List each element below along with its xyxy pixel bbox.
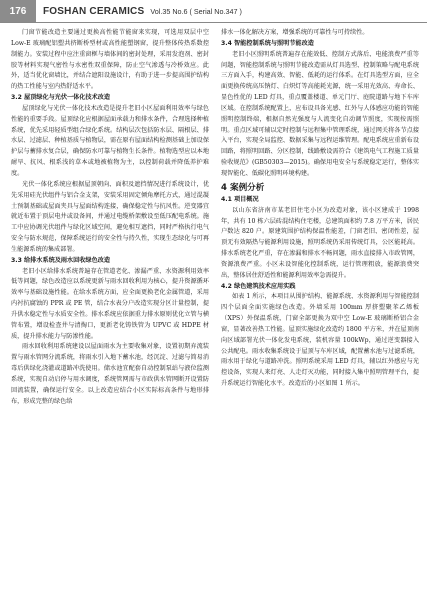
paragraph: 老旧小区照明系统普遍存在能效低、控制方式落后、电能浪费严重等问题，智能控制系统与照明节能改造需从灯具选型、控制策略与配电系统三方面入手，构建高效、智能、低耗的运行体系。在灯具选型方面，应全面更换传统高压钠灯、白炽灯等高能耗光源，统一采用光效高、寿命长、显色性优的 LED 灯具，重点覆盖楼道、单元门厅、庭院道路与地下车库区域。在控制系统配置上，应布设具备光感、红外与人体感应功能的智能照明控制终端，根据自然光强度与人流变化自动调节照度，实现按需照明。重点区域可辅以定时控制与远程集中管理系统，通过网关将各节点接入平台，实现全局监控、数据采集与远程运维管理。配电系统应重新布设回路，将照明回路、分区控制，线路敷设需符合《建筑电气工程施工质量验收规范》(GB50303—2015)。确保用电安全与系统稳定运行，整体实现智能化、低碳化照明环境构建。: [221, 50, 419, 177]
paragraph: 以山东省济南市某老旧住宅小区为改造对象，该小区建成于 1998 年，共有 10 栋六层砖混结构住宅楼，总建筑面积约 7.8 万平方米，居民户数达 820 户。原建筑围护结构保温性能差，门窗老旧、密闭性差，屋顶无有效隔热与能源利用设施，照明系统仍采用传统灯具，公区能耗高。排水系统老化严重，存在渗漏和排水不畅问题，雨水直接排入市政管网，资源浪费严重。小区未设智能化控制系统，运行管理粗放，能源浪费突出，整体居住舒适性和能源利用效率急需提升。: [221, 206, 419, 279]
journal-header: [0, 0, 427, 23]
section-heading: 4.1 项目概况: [221, 195, 259, 203]
paragraph: 排水一体化解决方案，增强系统的可靠性与可持续性。: [221, 29, 369, 36]
paragraph: 如表 1 所示，本项目从围护结构、能源系统、水资源利用与智能控制四个层面全面实施绿色改造。外墙采用 100mm 厚挤塑聚苯乙烯板（XPS）外保温系统，门窗全部更换为双中空 Low-E 玻璃断桥铝合金窗，显著改善热工性能。屋顶实施绿化改造约 1800 平方米，并在屋顶南向区域部署光伏一体化发电系统，装机容量 100kWp，通过逆变器接入公共配电。雨水收集系统设于屋顶与车库区域，配置蓄水池与过滤系统，雨水用于绿化与道路冲洗。照明系统采用 LED 灯具，辅以红外感应与光控设备，实现人来灯亮、人走灯灭功能，同时接入集中照明管理平台，提升系统运行智能化水平。改造后的小区如图 1 所示。: [221, 293, 419, 388]
paragraph: 老旧小区给排水系统普遍存在管道老化、渗漏严重、水资源利用效率低等问题，绿色改造应以系统更新与雨水回收利用为核心，提升资源循环效率与基础设施性能。在给水系统方面，应全面更换老化金属管道，采用内衬抗腐蚀的 PPR 或 PE 管，结合水表分户改造实现分区计量控制，提升供水稳定性与水质安全性。排水系统应依据重力排水原则优化立管与横管布置，增设检查井与清掏口，更新老化铸铁管为 UPVC 或 HDPE 材质，提升排水能力与防渗性能。: [11, 267, 209, 340]
left-column: [11, 28, 209, 408]
volume-info: Vol.35 No.6 ( Serial No.347 ): [150, 6, 242, 16]
section-heading: 3.2 屋顶绿化与光伏一体化技术改造: [11, 94, 110, 102]
major-heading: 4 案例分析: [221, 182, 265, 193]
section-heading: 3.3 给排水系统及雨水回收绿色改造: [11, 256, 110, 264]
paragraph: 光伏一体化系统应根据屋顶朝向、面积及遮挡情况进行系统设计，优先采用硅光伏组件与铝合金支架，安装采用固定倾角摩托方式，通过混凝土预制基础或屋面夹具与屋面结构连接，确保稳定性与抗风性。逆变器宜就近布置于顶层电井或设备间，并通过电缆桥架敷设至低压配电系统。施工中应协调光伏组件与绿化区域空间，避免相互遮挡，同时严格执行电气安全与防水规范，保障系统运行的安全性与持久性，实现生态绿化与可再生能源系统的集成部署。: [11, 180, 209, 253]
section-heading: 4.2 绿色建筑技术应用实践: [221, 282, 296, 290]
paragraph: 屋顶绿化与光伏一体化技术改造是提升老旧小区屋面利用效率与绿色性能的重要手段。屋顶绿化应根据屋面承载力和排水条件，合理选择种植系统，优先采用轻质型组合绿化系统。结构层次包括防水层、隔根层、排水层、过滤层、种植基质与植物层，需在原有屋面结构检测基础上加设保护层与蓄排水复合层，确保防水可靠与植物生长条件。植物选型应以本地耐旱、抗风、根系浅的草本或地被植物为主，以控制荷载并降低养护难度。: [11, 104, 209, 177]
page-number: 176: [0, 0, 36, 22]
paragraph: 雨水回收利用系统建设以屋面雨水为主要收集对象，设置初期弃流装置与雨水管网分流系统，将雨水引入地下蓄水池，经沉淀、过滤与简易消毒后供绿化浇灌或道路冲洗使用。储水池宜配套自动控制泵站与液位监测系统，实现自动启停与用水调度，系统管网需与市政供水管网断开设置防回流装置，确保运行安全。以上改造应结合小区实际标高条件与地形排布，形成完整的绿色给: [11, 343, 209, 405]
right-column: [221, 28, 419, 390]
journal-title: FOSHAN CERAMICS: [43, 5, 145, 17]
paragraph: 门窗节能改造主要通过更换高性能节能窗来实现，可选用双层中空 Low-E 玻璃配铝塑共挤断桥型材或高性能塑钢窗，提升整体传热系数控制能力。安装过程中应注重窗框与墙体间的密封处理，采用发泡剂、密封胶等材料实现气密性与水密性双重保障，防止空气渗透与冷桥效应。此外，适当优化窗墙比，并结合遮阳设施设计，有助于进一步提高围护结构的热工性能与室内热舒适水平。: [11, 29, 209, 91]
section-heading: 3.4 智能控制系统与照明节能改造: [221, 39, 314, 47]
